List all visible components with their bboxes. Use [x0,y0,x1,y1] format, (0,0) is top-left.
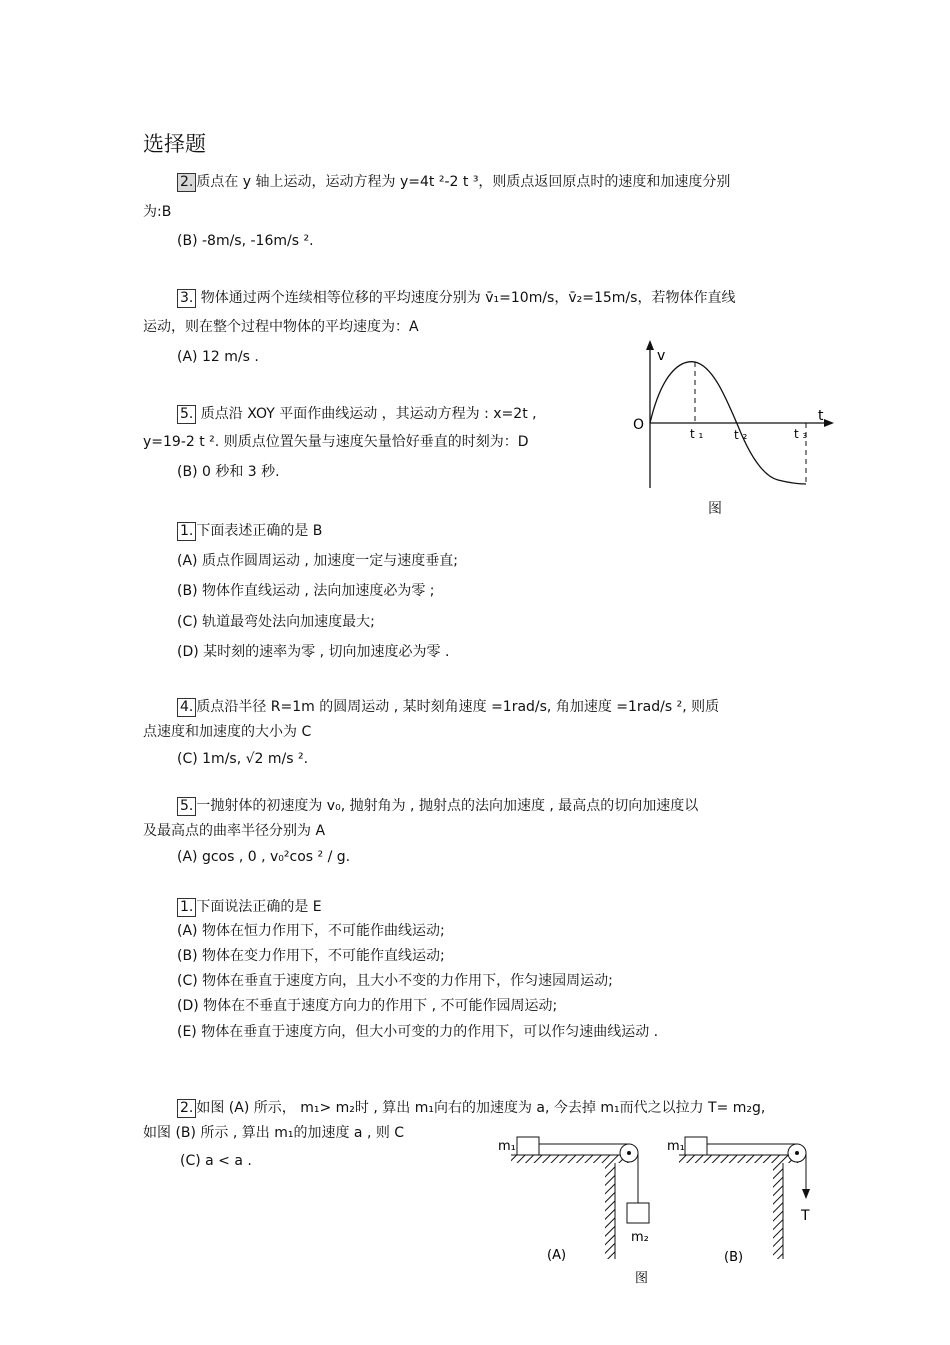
question-2 [177,289,735,308]
answer-option: (D) 某时刻的速率为零 , 切向加速度必为零 . [177,644,450,660]
question-stem-cont: 为:B [143,204,172,220]
question-stem-cont: 点速度和加速度的大小为 C [143,724,312,740]
table-leg-hatch [605,1163,615,1259]
answer-option: (C) a < a . [180,1153,252,1169]
question-stem-cont: 如图 (B) 所示 , 算出 m₁的加速度 a , 则 C [143,1125,405,1141]
question-7 [177,898,322,917]
velocity-time-graph [628,338,843,523]
page-title: 选择题 [143,132,206,156]
caption-b: (B) [724,1250,744,1265]
question-stem-cont: y=19-2 t ². 则质点位置矢量与速度矢量恰好垂直的时刻为：D [143,434,529,450]
question-stem-cont: 运动，则在整个过程中物体的平均速度为：A [143,319,419,335]
answer-option: (E) 物体在垂直于速度方向，但大小可变的力的作用下，可以作匀速曲线运动 . [177,1024,659,1040]
question-1 [177,173,730,192]
tension-label: T [801,1208,810,1224]
question-stem: 下面说法正确的是 E [196,899,322,915]
question-stem: 下面表述正确的是 B [196,523,323,539]
table-top-hatch [679,1155,799,1163]
question-stem: 质点沿 XOY 平面作曲线运动 ，其运动方程为 : x=2t , [196,406,537,422]
answer-option: (C) 轨道最弯处法向加速度最大; [177,614,375,630]
answer-option: (C) 物体在垂直于速度方向，且大小不变的力作用下，作匀速园周运动; [177,973,613,989]
m2-label: m₂ [631,1230,649,1245]
question-number: 1. [177,522,196,541]
question-stem-cont: 及最高点的曲率半径分别为 A [143,823,326,839]
answer-option: (B) 物体作直线运动 , 法向加速度必为零 ; [177,583,435,599]
t3-label: t ₃ [794,427,808,441]
answer-option: (B) 0 秒和 3 秒. [177,464,280,480]
answer-option: (D) 物体在不垂直于速度方向力的作用下 , 不可能作园周运动; [177,998,558,1014]
question-number: 3. [177,289,196,308]
v-label: v [657,348,666,364]
diagram-a [498,1137,649,1263]
answer-option: (A) gcos , 0 , v₀²cos ² / g. [177,849,351,865]
question-4 [177,522,322,541]
block-m2 [627,1203,649,1223]
m1-label: m₁ [498,1139,516,1154]
answer-option: (B) -8m/s, -16m/s ². [177,233,314,249]
question-stem: 一抛射体的初速度为 v₀, 抛射角为 , 抛射点的法向加速度 , 最高点的切向加速度以 [196,798,699,814]
origin-label: O [633,417,645,433]
question-number: 5. [177,797,196,816]
t-label: t [818,408,824,424]
answer-option: (A) 物体在恒力作用下，不可能作曲线运动; [177,923,445,939]
graph-caption: 图 [708,501,722,517]
pulley-diagram [495,1125,825,1285]
diagram-b [667,1137,810,1265]
question-6 [177,797,698,816]
question-8 [177,1099,765,1118]
table-leg-hatch [773,1163,783,1259]
answer-option: (A) 质点作圆周运动 , 加速度一定与速度垂直; [177,553,459,569]
block-m1 [517,1137,539,1155]
t-axis-arrow [824,419,834,427]
answer-option: (A) 12 m/s . [177,349,259,365]
question-number: 1. [177,898,196,917]
figure-caption: 图 [635,1271,649,1285]
question-stem: 质点沿半径 R=1m 的圆周运动 , 某时刻角速度 =1rad/s, 角加速度 =1rad/s ², 则质 [196,699,720,715]
t1-label: t ₁ [690,427,704,441]
question-number: 4. [177,698,196,717]
question-stem: 如图 (A) 所示， m₁> m₂时 , 算出 m₁向右的加速度为 a, 今去掉 m₁而代之以拉力 T= m₂g, [196,1100,766,1116]
t2-label: t ₂ [734,428,748,442]
question-number: 2. [177,173,196,192]
m1-label: m₁ [667,1139,685,1154]
question-number: 2. [177,1099,196,1118]
v-axis-arrow [646,340,654,350]
block-m1 [685,1137,707,1155]
question-number: 5. [177,405,196,424]
question-5 [177,698,719,717]
table-top-hatch [511,1155,631,1163]
caption-a: (A) [547,1248,567,1263]
force-arrow [802,1189,810,1199]
question-stem: 物体通过两个连续相等位移的平均速度分别为 v̄₁=10m/s，v̄₂=15m/s，若物体作直线 [196,290,736,306]
question-3 [177,405,537,424]
question-stem: 质点在 y 轴上运动，运动方程为 y=4t ²-2 t ³，则质点返回原点时的速度和加速度分别 [196,174,731,190]
answer-option: (C) 1m/s, √2 m/s ². [177,751,309,767]
answer-option: (B) 物体在变力作用下，不可能作直线运动; [177,948,445,964]
